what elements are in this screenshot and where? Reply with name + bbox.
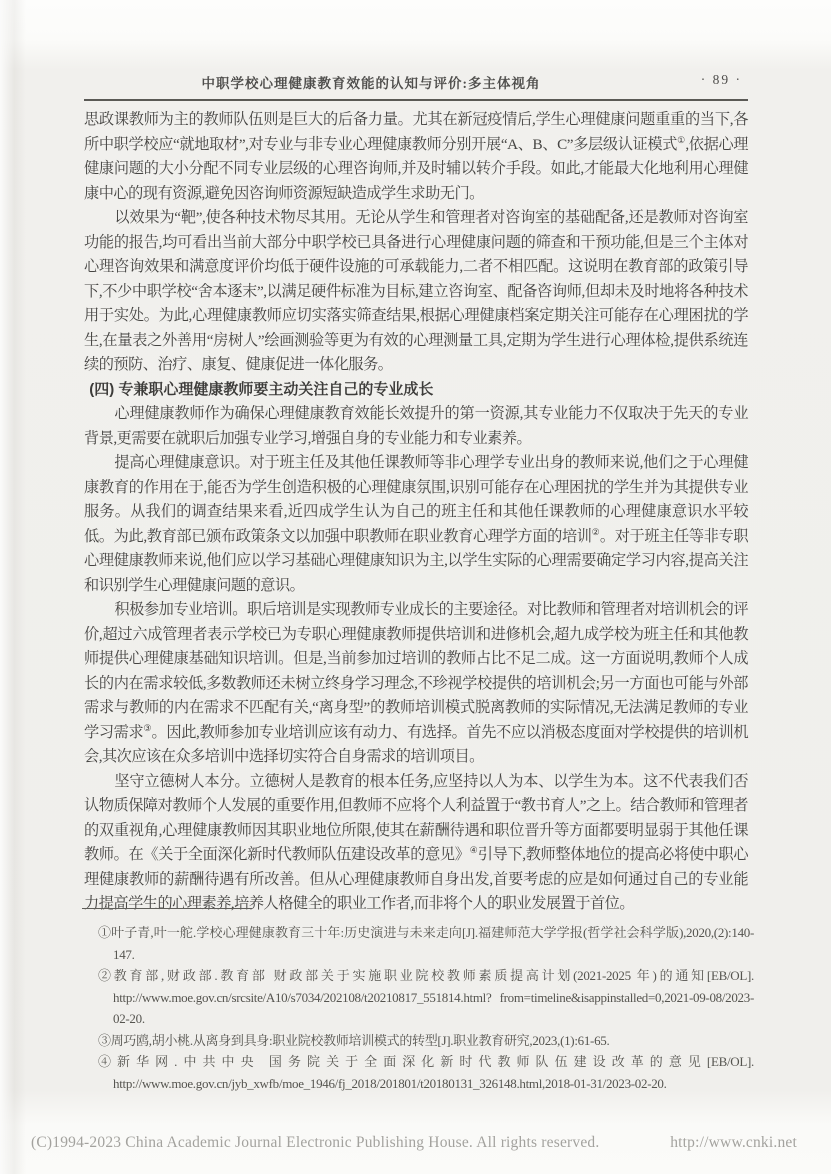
running-title: 中职学校心理健康教育效能的认知与评价:多主体视角 bbox=[201, 76, 541, 91]
page-number: · 89 · bbox=[700, 72, 742, 87]
section-heading: (四) 专兼职心理健康教师要主动关注自己的专业成长 bbox=[89, 380, 434, 398]
footnote-ref: ③ bbox=[143, 722, 152, 733]
cnki-url: http://www.cnki.net bbox=[670, 1134, 797, 1151]
header-rule bbox=[84, 99, 748, 101]
body-paragraph: 心理健康教师作为确保心理健康教育效能长效提升的第一资源,其专业能力不仅取决于先天的专业背景,更需要在就职后加强专业学习,增强自身的专业能力和专业素养。 bbox=[84, 405, 748, 447]
page-header bbox=[84, 72, 748, 94]
body-paragraph: 思政课教师为主的教师队伍则是巨大的后备力量。尤其在新冠疫情后,学生心理健康问题重重的当下,各所中职学校应“就地取材”,对专业与非专业心理健康教师分别开展“A、B、C”多层级认证模式①,依据心理健康问题的大小分配不同专业层级的心理咨询师,并及时辅以转介手段。如此,才能最大化地利用心理健康中心的现有资源,避免因咨询师资源短缺造成学生求助无门。 bbox=[84, 111, 748, 202]
footnote-item: ①叶子青,叶一舵.学校心理健康教育三十年:历史演进与未来走向[J].福建师范大学学报(哲学社会科学版),2020,(2):140-147. bbox=[98, 925, 754, 962]
body-paragraph: 提高心理健康意识。对于班主任及其他任课教师等非心理学专业出身的教师来说,他们之于心理健康教育的作用在于,能否为学生创造积极的心理健康氛围,识别可能存在心理困扰的学生并为其提供专业服务。从我们的调查结果来看,近四成学生认为自己的班主任和其他任课教师的心理健康意识水平较低。为此,教育部已颁布政策条文以加强中职教师在职业教育心理学方面的培训②。对于班主任等非专职心理健康教师来说,他们应以学习基础心理健康知识为主,以学生实际的心理需要确定学习内容,提高关注和识别学生心理健康问题的意识。 bbox=[84, 454, 749, 594]
footnotes-list bbox=[84, 922, 754, 1094]
body-paragraph: 坚守立德树人本分。立德树人是教育的根本任务,应坚持以人为本、以学生为本。这不代表我们否认物质保障对教师个人发展的重要作用,但教师不应将个人利益置于“教书育人”之上。结合教师和管理者的双重视角,心理健康教师因其职业地位所限,使其在薪酬待遇和职位晋升等方面都要明显弱于其他任课教师。在《关于全面深化新时代教师队伍建设改革的意见》④引导下,教师整体地位的提高必将使中职心理健康教师的薪酬待遇有所改善。但从心理健康教师自身出发,首要考虑的应是如何通过自己的专业能力提高学生的心理素养,培养人格健全的职业工作者,而非将个人的职业发展置于首位。 bbox=[84, 772, 749, 912]
copyright-text: (C)1994-2023 China Academic Journal Electronic Publishing House. All rights reserved. bbox=[31, 1134, 600, 1151]
body-paragraph: 以效果为“靶”,使各种技术物尽其用。无论从学生和管理者对咨询室的基础配备,还是教师对咨询室功能的报告,均可看出当前大部分中职学校已具备进行心理健康问题的筛查和干预功能,但是三个主体对心理咨询效果和满意度评价均低于硬件设施的可承载能力,二者不相匹配。这说明在教育部的政策引导下,不少中职学校“舍本逐末”,以满足硬件标准为目标,建立咨询室、配备咨询师,但却未及时地将各种技术用于实处。为此,心理健康教师应切实落实筛查结果,根据心理健康档案定期关注可能存在心理困扰的学生,在量表之外善用“房树人”绘画测验等更为有效的心理测量工具,定期为学生进行心理体检,提供系统连续的预防、治疗、康复、健康促进一体化服务。 bbox=[84, 209, 748, 373]
footnote-ref: ④ bbox=[469, 844, 478, 855]
footnote-item: ④新华网.中共中央 国务院关于全面深化新时代教师队伍建设改革的意见[EB/OL]. http://www.moe.gov.cn/jyb_xwfb/moe_1946/fj_2018/201801/t20180131_326148.html,2018-01-31/2023-02-20. bbox=[98, 1054, 754, 1091]
cnki-footer bbox=[31, 1134, 797, 1152]
footnote-ref: ② bbox=[591, 526, 600, 537]
footnote-ref: ① bbox=[677, 134, 686, 145]
footnote-separator bbox=[82, 908, 252, 909]
body-paragraph: 积极参加专业培训。职后培训是实现教师专业成长的主要途径。对比教师和管理者对培训机会的评价,超过六成管理者表示学校已为专职心理健康教师提供培训和进修机会,超九成学校为班主任和其他教师提供心理健康基础知识培训。但是,当前参加过培训的教师占比不足二成。这一方面说明,教师个人成长的内在需求较低,多数教师还未树立终身学习理念,不珍视学校提供的培训机会;另一方面也可能与外部需求与教师的内在需求不匹配有关,“离身型”的教师培训模式脱离教师的实际情况,无法满足教师的专业学习需求③。因此,教师参加专业培训应该有动力、有选择。首先不应以消极态度面对学校提供的培训机会,其次应该在众多培训中选择切实符合自身需求的培训项目。 bbox=[84, 601, 749, 765]
footnote-item: ③周巧鸥,胡小桃.从离身到具身:职业院校教师培训模式的转型[J].职业教育研究,2023,(1):61-65. bbox=[98, 1032, 610, 1048]
article-body bbox=[84, 108, 748, 917]
footnote-item: ②教育部,财政部.教育部 财政部关于实施职业院校教师素质提高计划(2021-2025 年)的通知[EB/OL]. http://www.moe.gov.cn/srcsite/A10/s7034/202108/t20210817_551814.html? from=timeline&isappinstalled=0,2021-09-08/2023-02-20. bbox=[98, 968, 754, 1026]
